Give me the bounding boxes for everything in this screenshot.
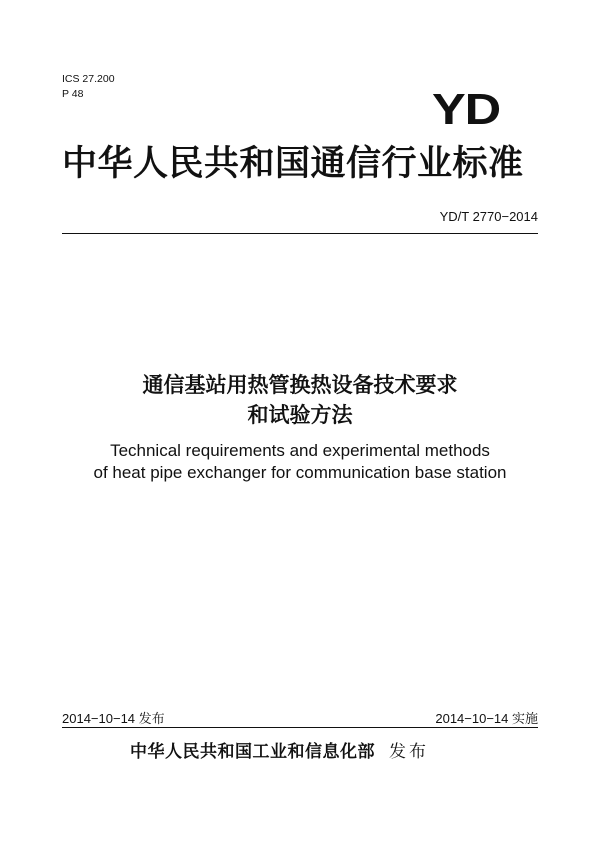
- classification-code: P 48: [62, 88, 84, 100]
- implementation-date: 2014−10−14 实施: [435, 711, 538, 726]
- issue-date: 2014−10−14 发布: [62, 711, 165, 726]
- publisher-action: 发布: [389, 742, 429, 762]
- chinese-title-line-1: 通信基站用热管换热设备技术要求: [142, 373, 458, 397]
- classification-block: [62, 72, 115, 102]
- english-title-line-1: Technical requirements and experimental methods: [110, 441, 490, 460]
- yd-logo: YD: [432, 85, 500, 134]
- top-divider: [62, 233, 538, 234]
- standard-category-title: 中华人民共和国通信行业标准: [62, 144, 524, 184]
- chinese-title-line-2: 和试验方法: [247, 403, 353, 427]
- standard-number: YD/T 2770−2014: [439, 209, 538, 224]
- ics-code: ICS 27.200: [62, 73, 115, 85]
- english-title-line-2: of heat pipe exchanger for communication base station: [93, 463, 507, 482]
- publisher-organization: 中华人民共和国工业和信息化部: [130, 742, 375, 762]
- bottom-divider: [62, 727, 538, 728]
- publisher-line: [130, 737, 530, 762]
